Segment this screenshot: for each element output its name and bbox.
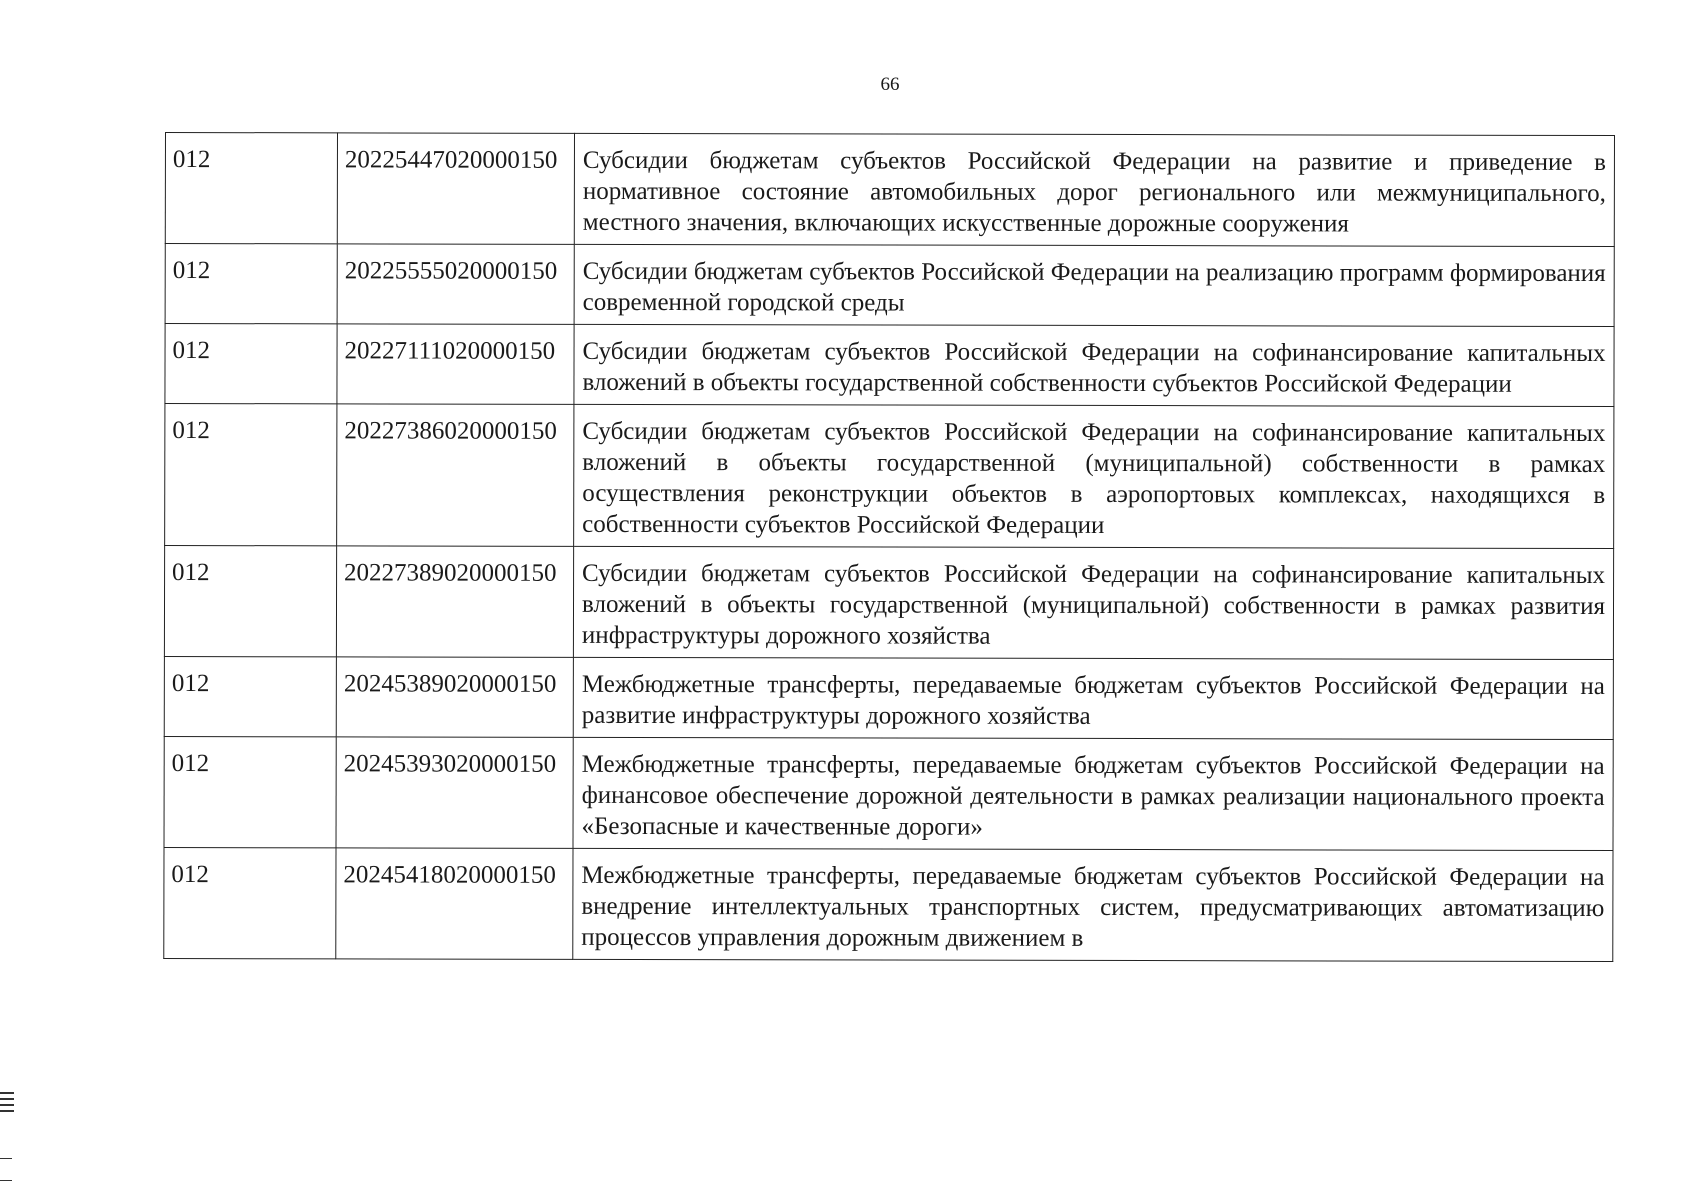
budget-codes-table [163,132,1615,962]
table-row [165,324,1614,407]
scan-edge-mark [0,1110,14,1112]
admin-code-cell: 012 [164,546,336,657]
table-row [165,244,1614,327]
table-row [165,404,1614,549]
budget-code-cell: 20227386020000150 [337,404,574,546]
budget-code-cell: 20245393020000150 [336,737,573,848]
admin-code-cell: 012 [164,736,336,847]
revenue-name-cell: Субсидии бюджетам субъектов Российской Федерации на развитие и приведение в нормативное состояние автомобильных дорог регионального или межмуниципального, местного значения, включающих искусственные дорожные сооружения [574,133,1614,246]
revenue-name-cell: Межбюджетные трансферты, передаваемые бюджетам субъектов Российской Федерации на финансовое обеспечение дорожной деятельности в рамках реализации национального проекта «Безопасные и качественные дороги» [573,737,1613,850]
page-number: 66 [880,74,900,95]
admin-code-cell: 012 [164,656,336,736]
budget-code-cell: 20227389020000150 [336,546,573,657]
scan-edge-mark [0,1104,14,1106]
scan-edge-mark [0,1158,12,1159]
admin-code-cell: 012 [164,847,336,958]
table-row [165,133,1614,247]
budget-code-cell: 20245389020000150 [336,657,573,737]
budget-code-cell: 20245418020000150 [336,848,573,959]
revenue-name-cell: Субсидии бюджетам субъектов Российской Федерации на софинансирование капитальных вложений в объекты государственной собственности субъектов Российской Федерации [574,324,1614,406]
table-row [164,736,1613,850]
revenue-name-cell: Субсидии бюджетам субъектов Российской Федерации на софинансирование капитальных вложений в объекты государственной (муниципальной) собственности в рамках развития инфраструктуры дорожного хозяйства [573,546,1613,659]
budget-code-cell: 20225447020000150 [337,133,574,244]
revenue-name-cell: Субсидии бюджетам субъектов Российской Федерации на софинансирование капитальных вложений в объекты государственной (муниципальной) собственности в рамках осуществления реконструкции объектов в аэропортовых комплексах, находящихся в собственности субъектов Российской Федерации [574,404,1614,548]
scan-edge-mark [0,1092,14,1094]
admin-code-cell: 012 [165,404,337,546]
revenue-name-cell: Межбюджетные трансферты, передаваемые бюджетам субъектов Российской Федерации на развитие инфраструктуры дорожного хозяйства [573,657,1613,739]
table-row [164,656,1613,739]
budget-code-cell: 20225555020000150 [337,244,574,324]
admin-code-cell: 012 [165,324,337,404]
scan-edge-mark [0,1180,12,1181]
revenue-name-cell: Субсидии бюджетам субъектов Российской Федерации на реализацию программ формирования современной городской среды [574,244,1614,326]
admin-code-cell: 012 [165,244,337,324]
revenue-name-cell: Межбюджетные трансферты, передаваемые бюджетам субъектов Российской Федерации на внедрение интеллектуальных транспортных систем, предусматривающих автоматизацию процессов управления дорожным движением в [573,848,1613,961]
table-row [164,847,1613,961]
admin-code-cell: 012 [165,133,337,244]
scan-edge-mark [0,1098,14,1100]
budget-code-cell: 20227111020000150 [337,324,574,404]
table-row [164,546,1613,660]
